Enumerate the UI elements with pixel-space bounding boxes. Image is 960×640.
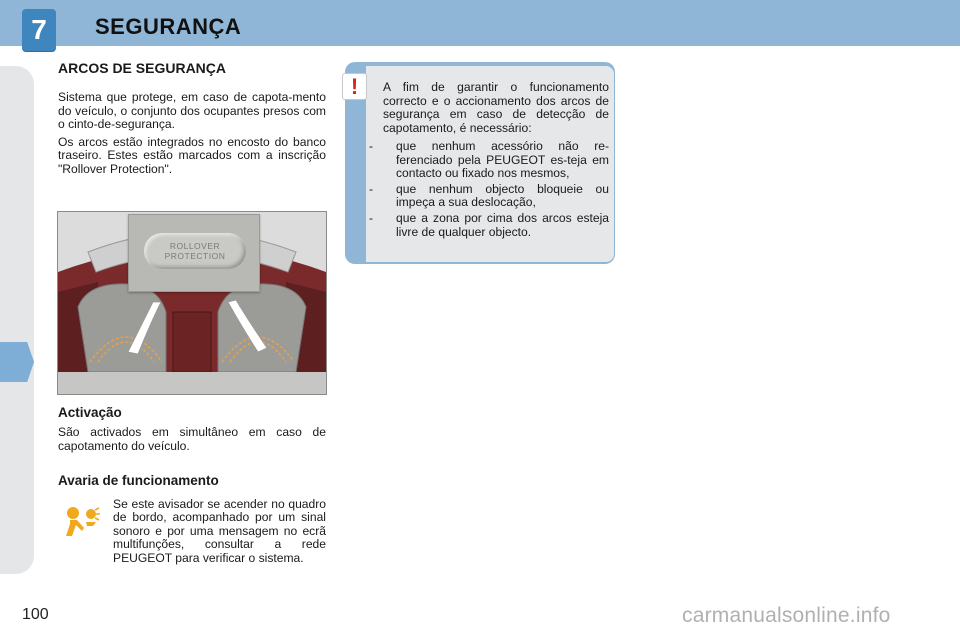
arcos-section (58, 60, 326, 177)
activacao-text: São activados em simultâneo em caso de capotamento do veículo. (58, 425, 326, 453)
emblem-line-1: ROLLOVER (169, 241, 221, 251)
exclamation-icon (342, 73, 367, 100)
chapter-side-strip (0, 66, 34, 574)
note-item-text: que a zona por cima dos arcos esteja livre de qualquer objecto. (396, 210, 609, 239)
watermark: carmanualsonline.info (682, 604, 891, 627)
note-item: - que nenhum objecto bloqueie ou impeça a sua deslocação, (369, 181, 609, 210)
note-item: - que nenhum acessório não re-ferenciado pela PEUGEOT es-teja em contacto ou fixado nos mesmos, (369, 139, 609, 181)
emblem-line-2: PROTECTION (164, 251, 226, 261)
note-item-text: que nenhum objecto bloqueie ou impeça a sua deslocação, (396, 181, 609, 210)
section-title: SEGURANÇA (95, 14, 242, 39)
note-list (369, 140, 609, 241)
page-number: 100 (22, 606, 49, 623)
note-intro: A fim de garantir o funcionamento correcto e o accionamento dos arcos de segurança em caso de detecção de capotamento, é necessário: (383, 80, 609, 135)
arcos-heading: ARCOS DE SEGURANÇA (58, 60, 227, 76)
rollover-protection-emblem (144, 233, 246, 269)
arcos-paragraph-1: Sistema que protege, em caso de capota-mento do veículo, o conjunto dos ocupantes presos com o cinto-de-segurança. (58, 90, 326, 132)
exclamation-symbol: ! (350, 74, 359, 99)
arcos-paragraph-2: Os arcos estão integrados no encosto do banco traseiro. Estes estão marcados com a inscrição "Rollover Protection". (58, 134, 326, 176)
activacao-heading: Activação (58, 405, 122, 420)
avaria-text: Se este avisador se acender no quadro de bordo, acompanhado por um sinal sonoro e por uma mensagem no ecrã multifunções, consultar a rede PEUGEOT para verificar o sistema. (113, 497, 326, 565)
rollover-protection-inset (128, 214, 260, 292)
chapter-number-tab: 7 (22, 9, 56, 51)
avaria-heading: Avaria de funcionamento (58, 473, 219, 488)
note-item-text: que nenhum acessório não re-ferenciado pela PEUGEOT es-teja em contacto ou fixado nos mesmos, (396, 139, 609, 181)
note-item: - que a zona por cima dos arcos esteja livre de qualquer objecto. (369, 210, 609, 239)
chapter-side-marker (0, 342, 34, 382)
airbag-warning-icon (62, 502, 102, 542)
